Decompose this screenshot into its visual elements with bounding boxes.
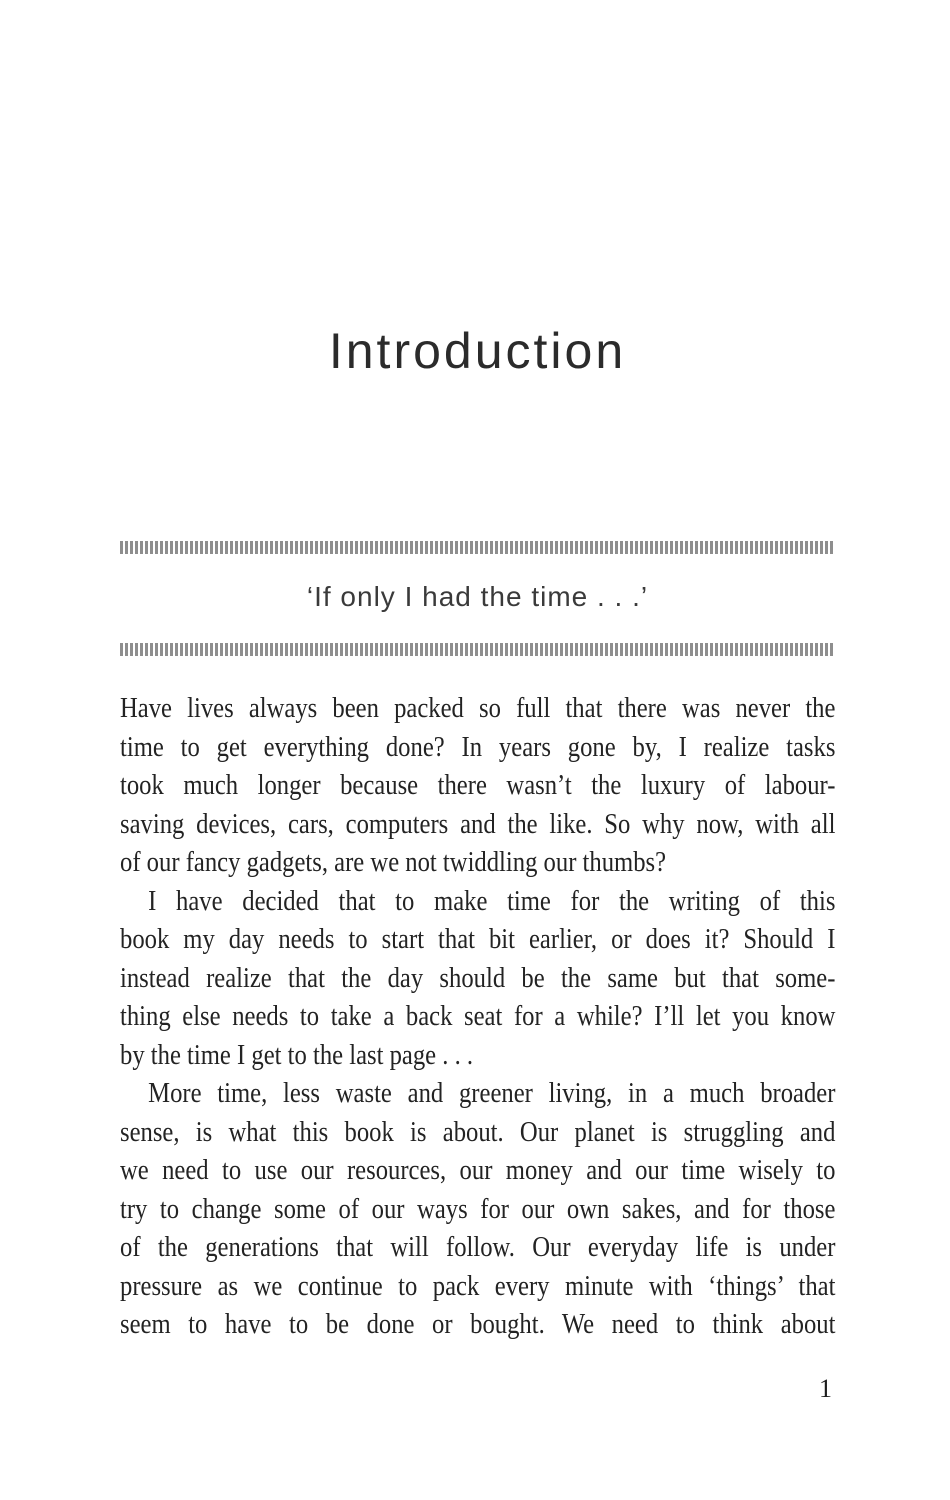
text-line: of the generations that will follow. Our everyday life is under	[120, 1232, 836, 1263]
text-line: of our fancy gadgets, are we not twiddling our thumbs?	[120, 847, 667, 878]
paragraph	[120, 883, 835, 1076]
text-line: I have decided that to make time for the writing of this	[148, 885, 836, 917]
text-line: sense, is what this book is about. Our planet is struggling and	[120, 1116, 836, 1148]
text-line: time to get everything done? In years gone by, I realize tasks	[120, 731, 836, 763]
body-text	[120, 690, 835, 1345]
text-line: book my day needs to start that bit earlier, or does it? Should I	[120, 924, 836, 955]
text-line: by the time I get to the last page . . .	[120, 1039, 474, 1071]
text-line: seem to have to be done or bought. We need to think about	[120, 1309, 836, 1340]
text-line: thing else needs to take a back seat for a while? I’ll let you know	[120, 1001, 836, 1032]
text-line: pressure as we continue to pack every minute with ‘things’ that	[120, 1270, 836, 1302]
text-line: saving devices, cars, computers and the like. So why now, with all	[120, 808, 836, 840]
text-line: instead realize that the day should be the same but that some-	[120, 962, 836, 994]
text-line: we need to use our resources, our money and our time wisely to	[120, 1155, 836, 1186]
ornament-rule-top	[120, 541, 835, 554]
text-line: Have lives always been packed so full that there was never the	[120, 693, 836, 724]
text-line: try to change some of our ways for our own sakes, and for those	[120, 1193, 836, 1225]
paragraph	[120, 1075, 835, 1345]
text-line: took much longer because there wasn’t the luxury of labour-	[120, 770, 836, 801]
epigraph: ‘If only I had the time . . .’	[306, 581, 649, 612]
ornament-rule-bottom	[120, 643, 835, 656]
text-line: More time, less waste and greener living, in a much broader	[148, 1078, 836, 1109]
paragraph	[120, 690, 835, 883]
page-number: 1	[819, 1374, 832, 1403]
chapter-title: Introduction	[328, 322, 627, 379]
